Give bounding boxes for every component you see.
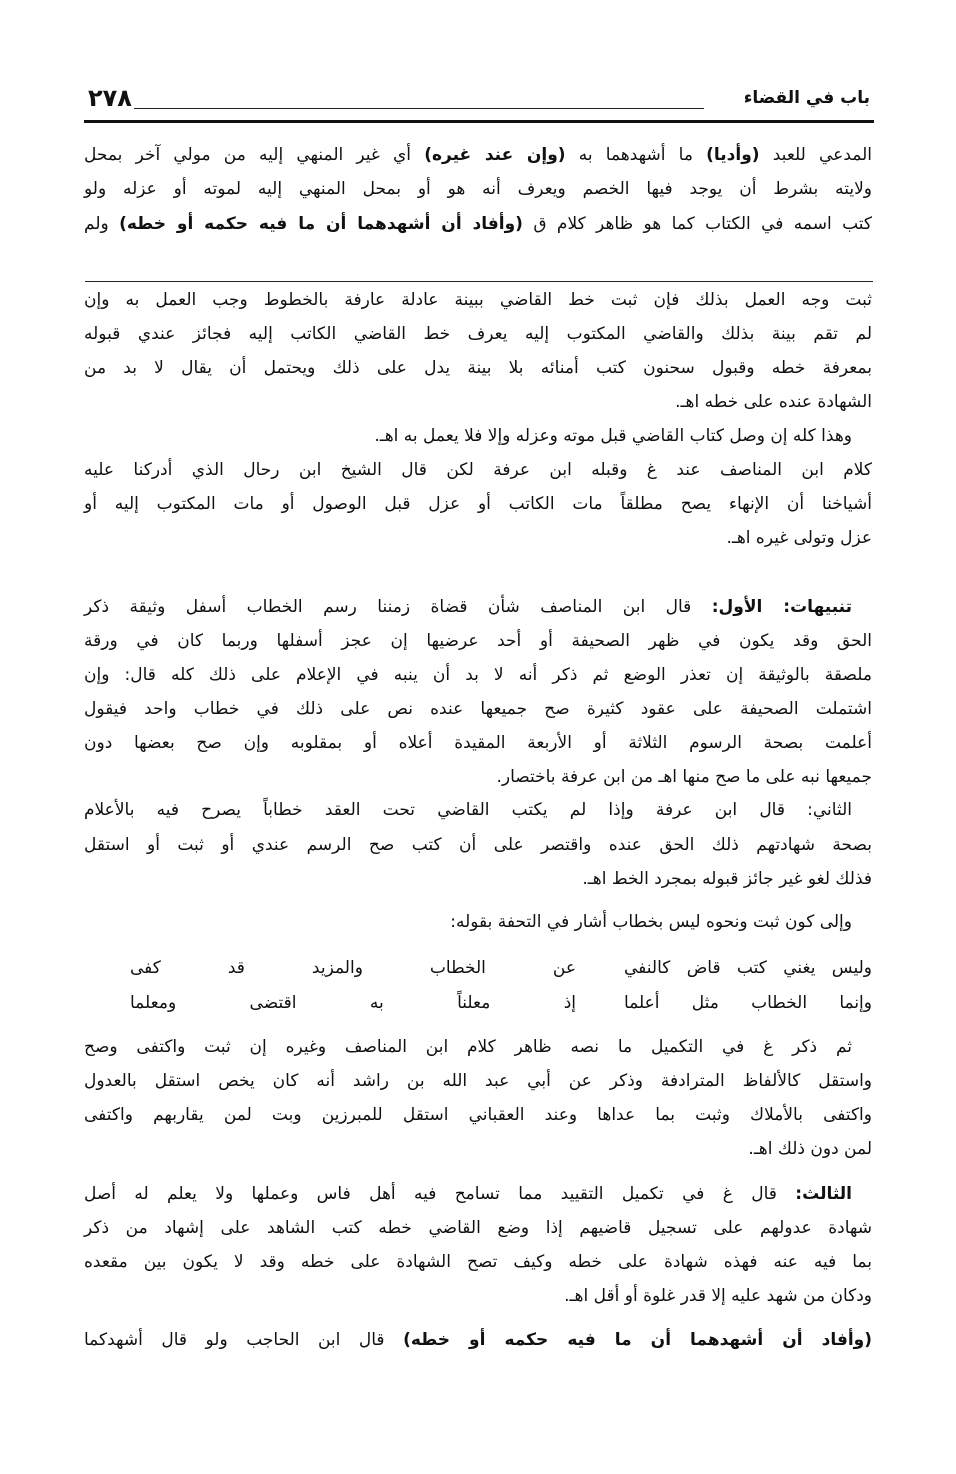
header-rule xyxy=(84,120,874,123)
commentary-line xyxy=(84,1034,852,1060)
commentary-line xyxy=(84,730,872,756)
text-run: كلام ابن المناصف عند غ وقبله ابن عرفة لكن قال الشيخ ابن رحال الذي أدركنا عليه xyxy=(84,460,872,480)
commentary-line xyxy=(84,696,872,722)
text-run: بمعرفة خطه وقبول سحنون كتب أمنائه بلا بينة يدل على ذلك ويحتمل أن يقال لا بد من xyxy=(84,358,872,378)
bold-phrase: (وإن عند غيره) xyxy=(424,145,566,165)
text-run: ولم xyxy=(84,214,120,234)
commentary-line xyxy=(84,1068,872,1094)
bold-phrase: تنبيهات: الأول: xyxy=(711,597,852,617)
text-run: الثاني: قال ابن عرفة وإذا لم يكتب القاضي تحت العقد خطاباً يصرح فيه بالأعلام xyxy=(84,800,852,820)
text-run: كتب اسمه في الكتاب كما هو ظاهر كلام ق xyxy=(522,214,873,234)
text-run: ملصقة بالوثيقة إن تعذر الوضع ثم ذكر أنه لا بد أن ينبه في الإعلام على ذلك كله قال: وإن xyxy=(84,665,872,685)
commentary-line xyxy=(84,1283,872,1309)
text-run: ودكان من شهد عليه إلا قدر غلوة أو أقل اهـ. xyxy=(564,1286,872,1306)
text-run: قال غ في تكميل التقييد مما تسامح فيه أهل فاس وعملها ولا يعلم له أصل xyxy=(84,1184,796,1204)
text-run: أشياخنا أن الإنهاء يصح مطلقاً مات الكاتب أو عزل قبل الوصول أو مات المكتوب إليه أو xyxy=(84,494,872,514)
text-run: شهادة عدولهم على تسجيل قاضيهم إذا وضع القاضي خطه كتب الشاهد على إشهاد من ذكر xyxy=(84,1218,872,1238)
commentary-line xyxy=(84,389,872,415)
text-run: اشتملت الصحيفة على عقود كثيرة صح جميعها عنده نص على ذلك في خطاب واحد فيقول xyxy=(84,699,872,719)
text-run: ثبت وجه العمل بذلك فإن ثبت خط القاضي ببينة عادلة عارفة بالخطوط وجب العمل به وإن xyxy=(84,290,872,310)
commentary-line xyxy=(84,1249,872,1275)
commentary-line xyxy=(84,355,872,381)
text-run: واستقل كالألفاظ المترادفة وذكر عن أبي عبد الله بن راشد أنه كان يخص استقل بالعدول xyxy=(84,1071,872,1091)
commentary-line xyxy=(84,594,852,620)
commentary-line xyxy=(84,321,872,347)
commentary-line xyxy=(84,1181,852,1207)
commentary-line xyxy=(84,1102,872,1128)
commentary-line xyxy=(84,628,872,654)
text-run: ما أشهدهما به xyxy=(565,145,707,165)
text-run: قال ابن المناصف شأن قضاة زمننا رسم الخطاب أسفل وثيقة ذكر xyxy=(84,597,712,617)
commentary-line xyxy=(84,662,872,688)
text-run: واكتفى بالأملاك وثبت بما عداها وعند العقباني استقل للمبرزين وبت لمن يقاربهم واكتفى xyxy=(84,1105,872,1125)
commentary-line xyxy=(84,866,872,892)
text-run: بما فيه عنه فهذه شهادة على خطه وكيف تصح الشهادة على خطه وقد لا يكون بين مقعده xyxy=(84,1252,872,1272)
commentary-divider xyxy=(85,281,873,282)
commentary-line xyxy=(84,423,852,449)
text-run: عزل وتولى غيره اهـ. xyxy=(726,528,872,548)
commentary-line xyxy=(84,287,872,313)
bold-phrase: (وأفاد أن أشهدهما أن ما فيه حكمه أو خطه) xyxy=(119,214,523,234)
verse-first-hemistich: وليس يغني كتب قاض كالنفي xyxy=(624,958,872,978)
commentary-line xyxy=(84,1327,872,1353)
commentary-line xyxy=(84,457,872,483)
verse-second-hemistich: عن الخطاب والمزيد قد كفى xyxy=(130,958,576,978)
main-text-line xyxy=(84,142,872,168)
bold-phrase: الثالث: xyxy=(795,1184,852,1204)
text-run: لمن دون ذلك اهـ. xyxy=(748,1139,872,1159)
text-run: ولايته بشرط أن يوجد فيها الخصم ويعرف أنه هو أو بمحل المنهي إليه لموته أو عزله ولو xyxy=(84,179,872,199)
bold-phrase: (وأفاد أن أشهدهما أن ما فيه حكمه أو خطه) xyxy=(403,1330,873,1350)
text-run: وإلى كون ثبت ونحوه ليس بخطاب أشار في التحفة بقوله: xyxy=(450,912,852,932)
commentary-line xyxy=(84,1136,872,1162)
text-run: لم تقم بينة بذلك والقاضي المكتوب إليه يعرف خط القاضي الكاتب إليه فجائز عندي قبوله xyxy=(84,324,872,344)
text-run: جميعها نبه على ما صح منها اهـ من ابن عرفة باختصار. xyxy=(496,767,872,787)
commentary-line xyxy=(84,909,852,935)
page-number: ٢٧٨ xyxy=(88,84,132,112)
text-run: الحق وقد يكون في ظهر الصحيفة أو أحد عرضيها إن عجز أسفلها وربما كان في ورقة xyxy=(84,631,872,651)
bold-phrase: (وأديا) xyxy=(706,145,760,165)
header-dash xyxy=(134,108,704,109)
commentary-line xyxy=(84,491,872,517)
text-run: ثم ذكر غ في التكميل ما نصه ظاهر كلام ابن المناصف وغيره إن ثبت واكتفى وصح xyxy=(84,1037,852,1057)
commentary-line xyxy=(84,525,872,551)
text-run: أي غير المنهي إليه من مولي آخر بمحل xyxy=(84,145,425,165)
text-run: بصحة شهادتهم ذلك الحق عنده واقتصر على أن كتب صح الرسم عندي أو ثبت أو استقل xyxy=(84,835,872,855)
main-text-line xyxy=(84,176,872,202)
text-run: وهذا كله إن وصل كتاب القاضي قبل موته وعزله وإلا فلا يعمل به اهـ. xyxy=(374,426,852,446)
commentary-line xyxy=(84,797,852,823)
text-run: الشهادة عنده على خطه اهـ. xyxy=(675,392,872,412)
verse-second-hemistich: إذ معلناً به اقتضى ومعلما xyxy=(130,993,576,1013)
main-text-line xyxy=(84,211,872,237)
chapter-title: باب في القضاء xyxy=(743,88,870,108)
text-run: قال ابن الحاجب ولو قال أشهدكما xyxy=(84,1330,404,1350)
text-run: المدعي للعبد xyxy=(759,145,872,165)
commentary-line xyxy=(84,1215,872,1241)
text-run: فذلك لغو غير جائز قبوله بمجرد الخط اهـ. xyxy=(582,869,872,889)
verse-first-hemistich: وإنما الخطاب مثل أعلما xyxy=(624,993,872,1013)
commentary-line xyxy=(84,764,872,790)
commentary-line xyxy=(84,832,872,858)
text-run: أعلمت بصحة الرسوم الثلاثة أو الأربعة المقيدة أعلاه أو بمقلوبه وإن صح بعضها دون xyxy=(84,733,872,753)
